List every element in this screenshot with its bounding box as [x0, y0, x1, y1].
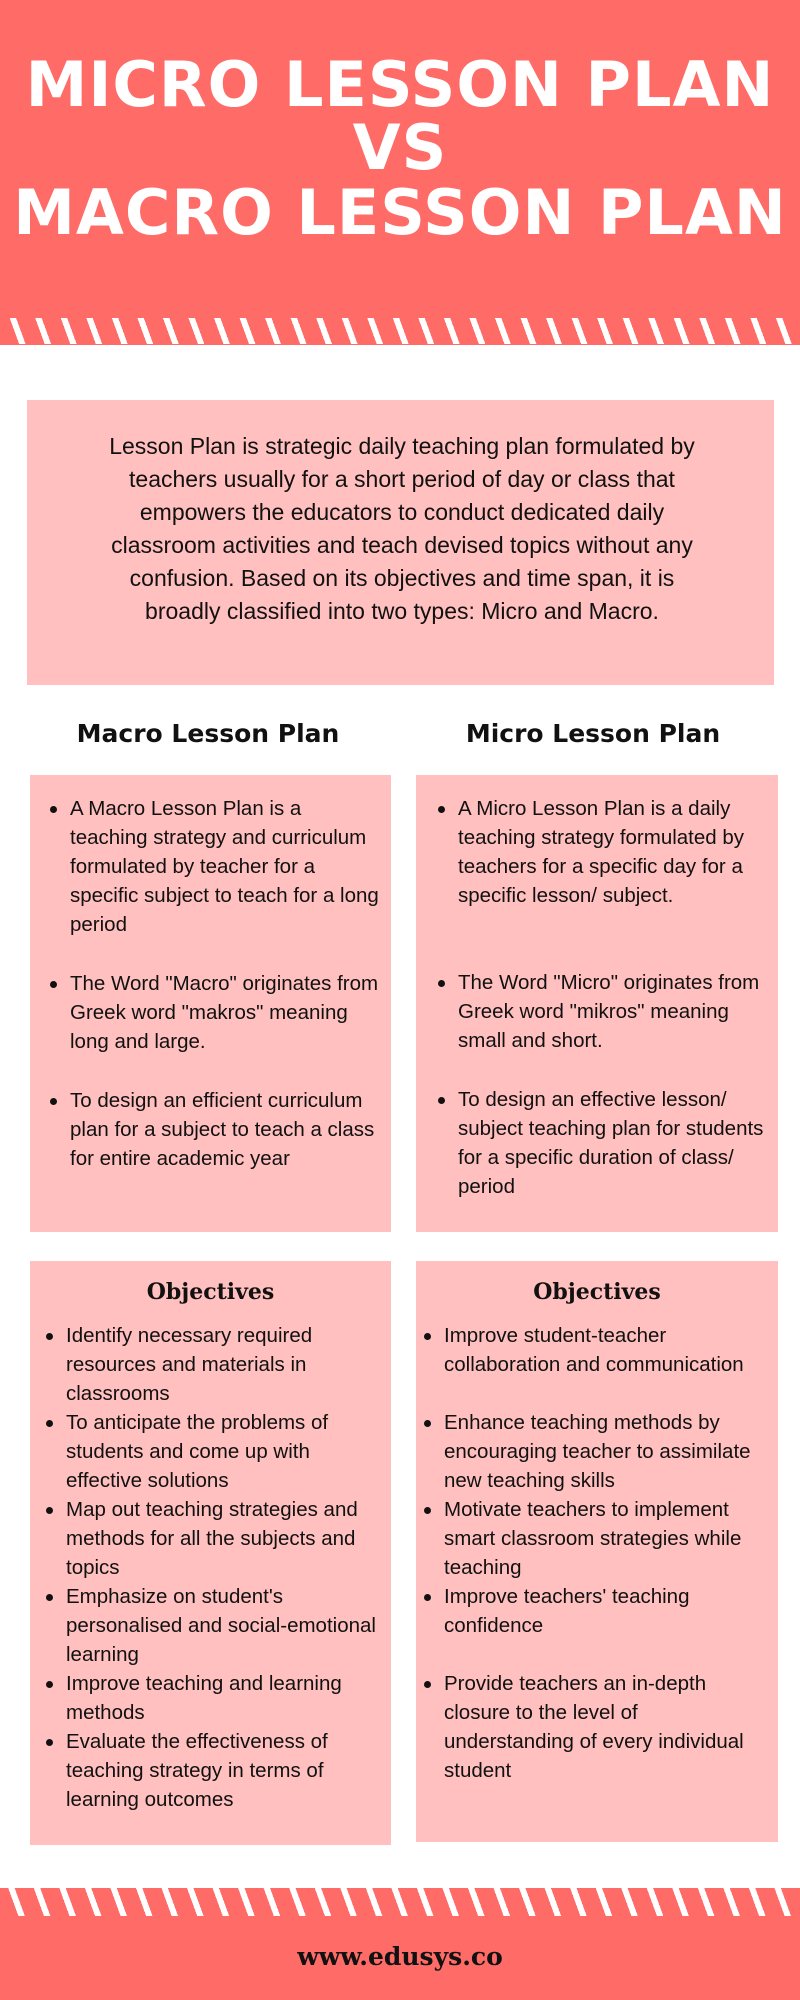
list-item: A Macro Lesson Plan is a teaching strategy and curriculum formulated by teacher for a specific subject to teach for a long period — [70, 794, 381, 939]
header-stripe-divider — [0, 318, 800, 344]
footer-website-link[interactable]: www.edusys.co — [297, 1942, 503, 1971]
micro-objectives-title: Objectives — [533, 1279, 661, 1305]
list-item: Improve student-teacher collaboration and communication — [444, 1321, 766, 1379]
list-item: Provide teachers an in-depth closure to the level of understanding of every individual student — [444, 1669, 766, 1785]
macro-definition-panel — [30, 775, 391, 1232]
micro-definition-panel — [416, 775, 778, 1232]
intro-box — [27, 400, 774, 685]
macro-objectives-title: Objectives — [146, 1279, 275, 1305]
micro-objectives-panel — [416, 1261, 778, 1842]
header-banner — [0, 0, 800, 345]
list-item: Identify necessary required resources and materials in classrooms — [66, 1321, 389, 1408]
title-line-3: MACRO LESSON PLAN — [13, 176, 787, 249]
list-item: To design an efficient curriculum plan for a subject to teach a class for entire academic year — [70, 1086, 381, 1173]
title-line-2: VS — [352, 111, 448, 184]
macro-objectives-panel — [30, 1261, 391, 1845]
intro-text: Lesson Plan is strategic daily teaching plan formulated by teachers usually for a short period of day or class that empowers the educators to conduct dedicated daily classroom activities and teach devised topics without any confusion. Based on its objectives and time span, it is broadly classified into two types: Micro and Macro. — [109, 433, 695, 624]
list-item: To anticipate the problems of students and come up with effective solutions — [66, 1408, 389, 1495]
list-item: Motivate teachers to implement smart classroom strategies while teaching — [444, 1495, 766, 1582]
list-item: Emphasize on student's personalised and social-emotional learning — [66, 1582, 389, 1669]
micro-points-list — [416, 794, 778, 1201]
list-item: The Word "Macro" originates from Greek word "makros" meaning long and large. — [70, 969, 381, 1056]
list-item: To design an effective lesson/ subject teaching plan for students for a specific duration of class/ period — [458, 1085, 764, 1201]
title-line-1: MICRO LESSON PLAN — [25, 48, 775, 121]
list-item: Map out teaching strategies and methods for all the subjects and topics — [66, 1495, 389, 1582]
list-item: Improve teachers' teaching confidence — [444, 1582, 766, 1640]
footer-stripe-divider — [0, 1888, 800, 1918]
footer-banner — [0, 1916, 800, 2000]
list-item: Improve teaching and learning methods — [66, 1669, 389, 1727]
macro-points-list — [30, 794, 391, 1173]
macro-objectives-list — [30, 1321, 391, 1814]
list-item: Enhance teaching methods by encouraging teacher to assimilate new teaching skills — [444, 1408, 766, 1495]
list-item: Evaluate the effectiveness of teaching strategy in terms of learning outcomes — [66, 1727, 389, 1814]
micro-column-title: Micro Lesson Plan — [465, 719, 721, 748]
macro-column-title: Macro Lesson Plan — [76, 719, 340, 748]
list-item: A Micro Lesson Plan is a daily teaching strategy formulated by teachers for a specific day for a specific lesson/ subject. — [458, 794, 764, 910]
micro-objectives-list — [416, 1321, 778, 1785]
list-item: The Word "Micro" originates from Greek word "mikros" meaning small and short. — [458, 968, 764, 1055]
